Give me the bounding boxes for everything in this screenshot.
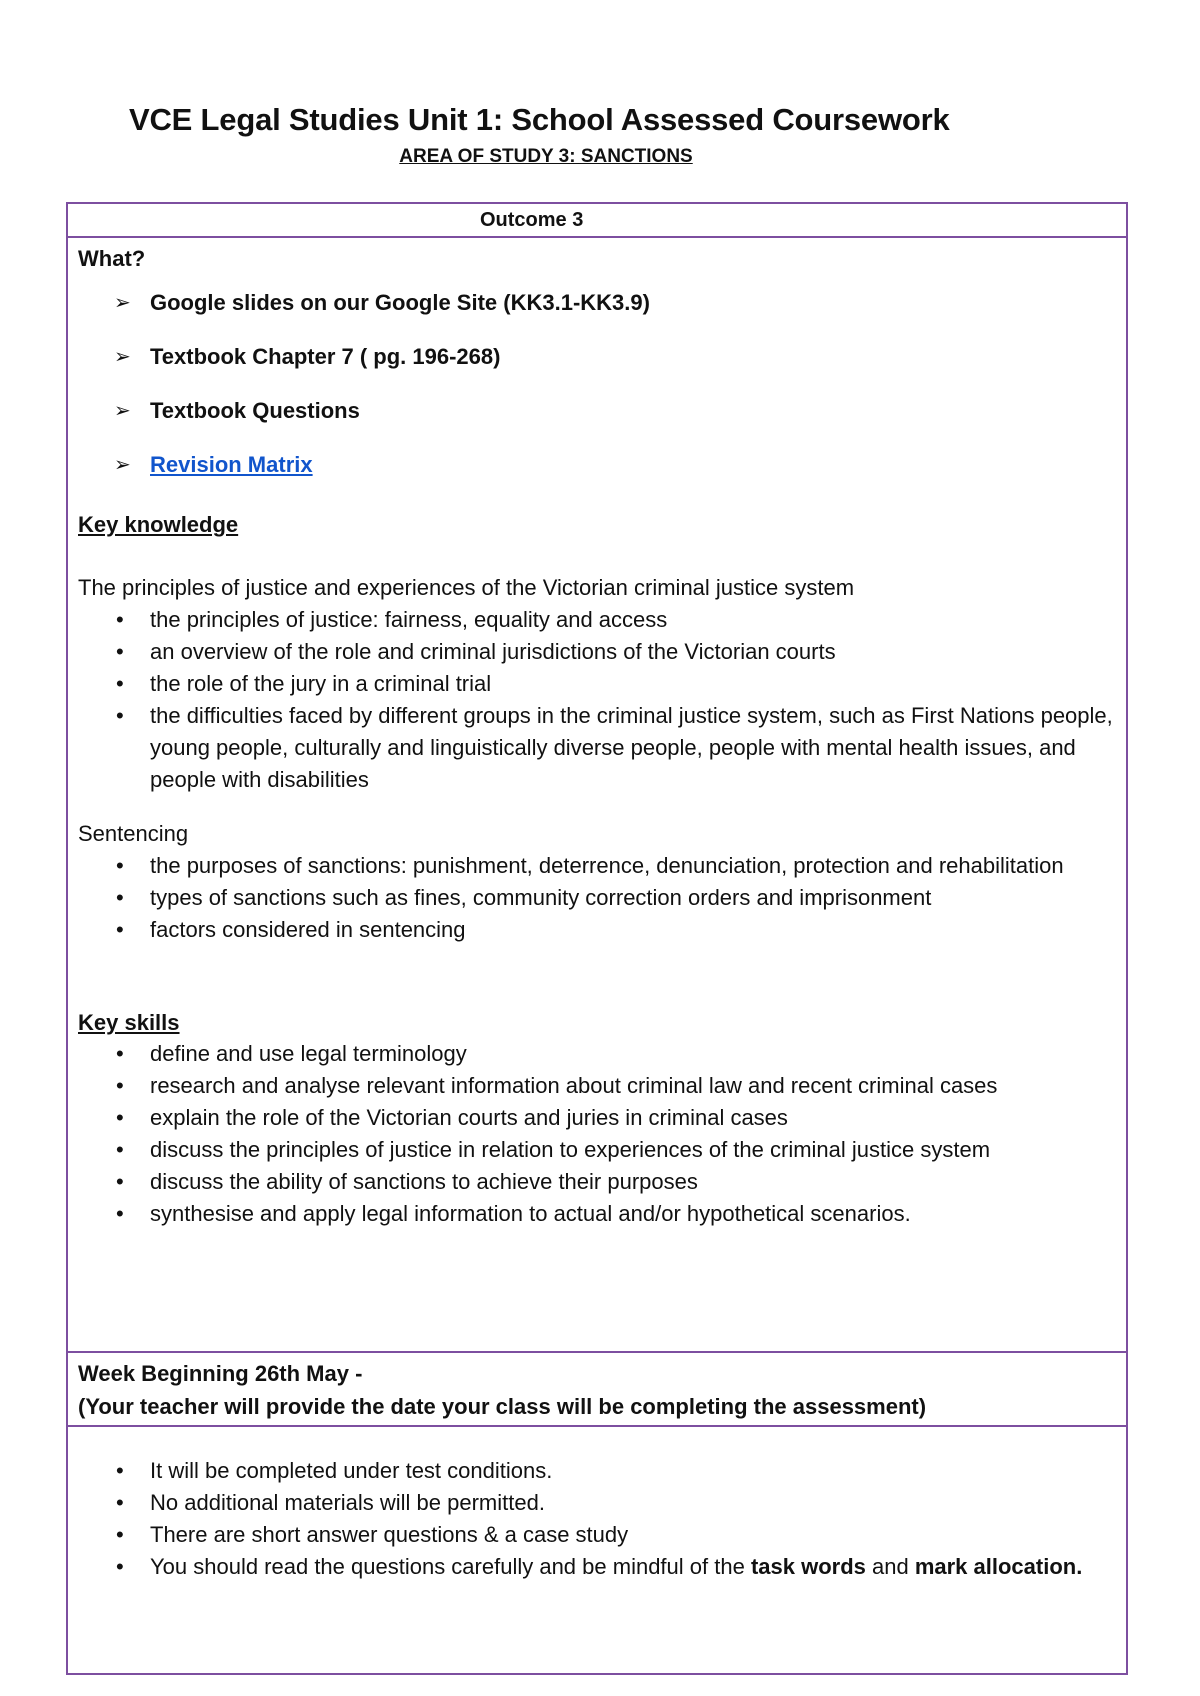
list-item: • synthesise and apply legal information to actual and/or hypothetical scenarios.: [78, 1198, 1116, 1230]
page-title: VCE Legal Studies Unit 1: School Assessed Coursework: [129, 102, 950, 137]
list-item: • an overview of the role and criminal jurisdictions of the Victorian courts: [78, 636, 1116, 668]
list-item: • You should read the questions carefully and be mindful of the task words and mark allocation.: [78, 1551, 1116, 1583]
list-item: • explain the role of the Victorian courts and juries in criminal cases: [78, 1102, 1116, 1134]
arrow-bullet-icon: ➢: [114, 400, 131, 422]
key-knowledge-list: [78, 604, 1116, 796]
list-item: • the role of the jury in a criminal trial: [78, 668, 1116, 700]
revision-matrix-link[interactable]: Revision Matrix: [150, 452, 313, 477]
arrow-bullet-icon: ➢: [114, 292, 131, 314]
list-item: • the difficulties faced by different groups in the criminal justice system, such as First Nations people, young people, culturally and linguistically diverse people, people with mental health issues, and people with disabilities: [78, 700, 1116, 796]
week-note: (Your teacher will provide the date your class will be completing the assessment): [78, 1394, 927, 1419]
list-item: • discuss the principles of justice in relation to experiences of the criminal justice system: [78, 1134, 1116, 1166]
mark-allocation-emphasis: mark allocation.: [914, 1554, 1083, 1579]
list-item: ➢ Google slides on our Google Site (KK3.1-KK3.9): [78, 288, 1116, 342]
coursework-table: [66, 202, 1128, 1675]
list-item: • the purposes of sanctions: punishment, deterrence, denunciation, protection and rehabilitation: [78, 850, 1116, 882]
list-item: • factors considered in sentencing: [78, 914, 1116, 946]
assessment-notes-cell: [68, 1425, 1126, 1673]
task-words-emphasis: task words: [750, 1554, 866, 1579]
list-item: • There are short answer questions & a case study: [78, 1519, 1116, 1551]
what-label: What?: [78, 246, 146, 271]
list-item: ➢ Textbook Questions: [78, 396, 1116, 450]
key-skills-heading: Key skills: [78, 1010, 180, 1035]
arrow-bullet-icon: ➢: [114, 346, 131, 368]
key-knowledge-heading: Key knowledge: [78, 512, 239, 537]
page-subtitle: AREA OF STUDY 3: SANCTIONS: [399, 146, 693, 167]
sentencing-label: Sentencing: [78, 821, 189, 846]
list-item: • discuss the ability of sanctions to achieve their purposes: [78, 1166, 1116, 1198]
arrow-bullet-icon: ➢: [114, 454, 131, 476]
list-item: • It will be completed under test conditions.: [78, 1455, 1116, 1487]
list-item: • the principles of justice: fairness, equality and access: [78, 604, 1116, 636]
list-item: • types of sanctions such as fines, community correction orders and imprisonment: [78, 882, 1116, 914]
outcome-row: Outcome 3: [480, 209, 584, 231]
sentencing-list: [78, 850, 1116, 946]
assessment-notes-list: [78, 1455, 1116, 1583]
key-knowledge-intro: The principles of justice and experiences of the Victorian criminal justice system: [78, 575, 855, 600]
list-item: [78, 450, 1116, 504]
week-beginning: Week Beginning 26th May -: [78, 1361, 363, 1386]
resource-list: [78, 288, 1116, 504]
list-item: ➢ Textbook Chapter 7 ( pg. 196-268): [78, 342, 1116, 396]
list-item: • define and use legal terminology: [78, 1038, 1116, 1070]
week-row: [68, 1351, 1126, 1425]
list-item: • research and analyse relevant information about criminal law and recent criminal cases: [78, 1070, 1116, 1102]
content-cell: [68, 236, 1126, 1351]
key-skills-list: [78, 1038, 1116, 1230]
list-item: • No additional materials will be permitted.: [78, 1487, 1116, 1519]
